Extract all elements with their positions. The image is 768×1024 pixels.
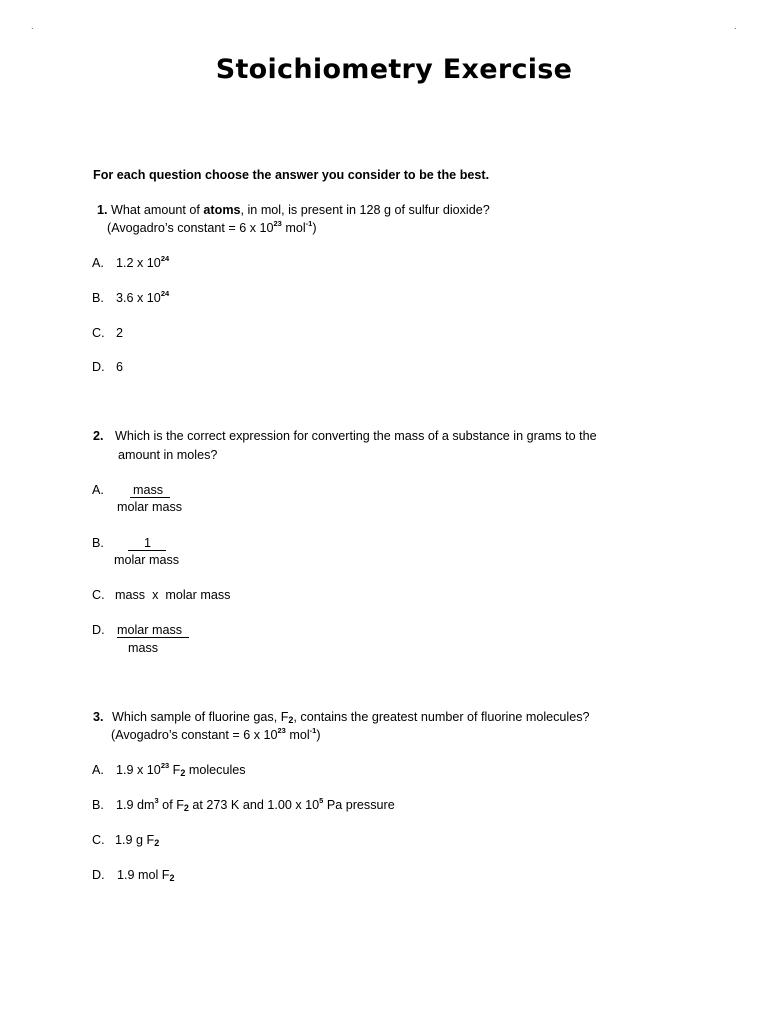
q3-option-a-sub: 2 <box>180 768 186 778</box>
q2-option-a-letter[interactable]: A. <box>92 483 104 497</box>
q1-option-d-base: 6 <box>116 360 124 374</box>
q1-note-exp: 23 <box>273 219 282 228</box>
q2-option-b-numerator: 1 <box>144 536 152 550</box>
q1-option-a-base: 1.2 x 10 <box>116 256 161 270</box>
q3-option-c-sub: 2 <box>154 838 160 848</box>
q3-note-close: ) <box>316 728 321 742</box>
q3-option-b-sub: 2 <box>183 803 189 813</box>
q3-option-a-part3: molecules <box>185 763 246 777</box>
question-3-text-post: , contains the greatest number of fluorine molecules? <box>293 710 590 724</box>
question-1-number: 1. <box>97 203 108 217</box>
question-1-text-post: , in mol, is present in 128 g of sulfur dioxide? <box>240 203 490 217</box>
q3-option-d-part1: 1.9 mol F <box>117 868 170 882</box>
q3-option-c-letter: C. <box>92 833 105 847</box>
q3-option-b-letter: B. <box>92 798 104 812</box>
q3-option-d[interactable] <box>92 867 175 883</box>
q3-option-a-part2: F <box>169 763 181 777</box>
q2-option-c-text: mass x molar mass <box>115 588 231 602</box>
instruction-text: For each question choose the answer you consider to be the best. <box>93 168 490 182</box>
q2-option-d-denominator: mass <box>128 641 159 655</box>
q3-note-pre: (Avogadro’s constant = 6 x 10 <box>111 728 278 742</box>
question-2-number: 2. <box>93 429 104 443</box>
question-1-text-bold: atoms <box>203 203 241 217</box>
q3-option-a-part1: 1.9 x 10 <box>116 763 161 777</box>
q2-option-c-letter: C. <box>92 588 105 602</box>
q3-option-c-part1: 1.9 g F <box>115 833 155 847</box>
q3-option-b-part1: 1.9 dm <box>116 798 155 812</box>
q3-option-b-part2: of F <box>158 798 184 812</box>
q2-option-d-numerator: molar mass <box>117 623 183 637</box>
q1-note-close: ) <box>312 221 317 235</box>
q3-option-a-letter: A. <box>92 763 104 777</box>
q3-option-d-sub: 2 <box>169 873 175 883</box>
page-title: Stoichiometry Exercise <box>215 54 573 85</box>
question-1-text-pre: What amount of <box>111 203 204 217</box>
q2-option-a-denominator: molar mass <box>117 500 183 514</box>
q3-note-unit-exp: -1 <box>309 726 317 735</box>
corner-mark-left: . <box>31 22 34 31</box>
question-3-text-pre: Which sample of fluorine gas, F <box>112 710 289 724</box>
q3-option-b-exp2: 5 <box>319 796 324 805</box>
question-2-stem <box>93 428 597 444</box>
question-2-line1: Which is the correct expression for converting the mass of a substance in grams to the <box>115 429 597 443</box>
q2-option-b-letter[interactable]: B. <box>92 536 104 550</box>
question-3-stem <box>93 709 590 725</box>
q3-note-unit: mol <box>285 728 310 742</box>
q3-option-a[interactable] <box>92 762 246 778</box>
q3-option-b[interactable] <box>92 797 395 813</box>
q1-note-unit-exp: -1 <box>305 219 313 228</box>
q1-option-c[interactable] <box>92 325 123 341</box>
q3-option-c[interactable] <box>92 832 159 848</box>
q2-option-c[interactable] <box>92 587 230 603</box>
q1-option-a-letter: A. <box>92 256 104 270</box>
q1-option-c-letter: C. <box>92 326 105 340</box>
question-3-number: 3. <box>93 710 104 724</box>
q2-option-a-numerator: mass <box>133 483 164 497</box>
q3-option-d-letter: D. <box>92 868 105 882</box>
question-3-note <box>111 727 321 743</box>
q1-option-b-exp: 24 <box>160 289 170 298</box>
q1-option-d-letter: D. <box>92 360 105 374</box>
q1-option-b-base: 3.6 x 10 <box>116 291 161 305</box>
q3-option-b-exp: 3 <box>154 796 159 805</box>
question-3-text-sub: 2 <box>288 715 294 725</box>
q3-option-b-part4: Pa pressure <box>323 798 395 812</box>
q1-note-pre: (Avogadro’s constant = 6 x 10 <box>107 221 274 235</box>
q1-option-a-exp: 24 <box>160 254 170 263</box>
question-2-line2: amount in moles? <box>118 448 218 462</box>
q2-option-b-denominator: molar mass <box>114 553 180 567</box>
q3-option-a-exp: 23 <box>160 761 170 770</box>
q1-note-unit: mol <box>281 221 306 235</box>
question-1-stem <box>97 202 490 218</box>
question-1-note <box>107 220 317 236</box>
q3-option-b-part3: at 273 K and 1.00 x 10 <box>188 798 320 812</box>
q1-option-c-base: 2 <box>116 326 124 340</box>
q1-option-a[interactable] <box>92 255 169 271</box>
corner-mark-right: . <box>734 22 737 31</box>
q1-option-b[interactable] <box>92 290 169 306</box>
q2-option-b-fraction-bar <box>128 550 166 551</box>
q1-option-d[interactable] <box>92 359 123 375</box>
q3-note-exp: 23 <box>277 726 286 735</box>
q2-option-d-letter[interactable]: D. <box>92 623 105 637</box>
q2-option-d-fraction-bar <box>117 637 189 638</box>
q2-option-a-fraction-bar <box>130 497 170 498</box>
q1-option-b-letter: B. <box>92 291 104 305</box>
